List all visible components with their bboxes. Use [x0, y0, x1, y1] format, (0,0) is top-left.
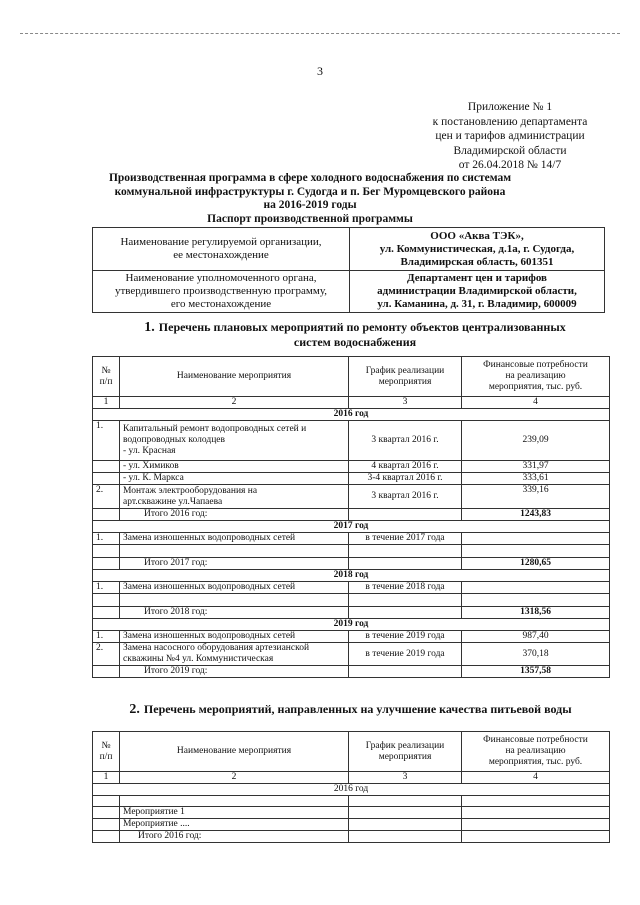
- appendix-block: [400, 100, 620, 173]
- header-schedule: График реализации мероприятия: [349, 732, 462, 772]
- total-row: Итого 2019 год: 1357,58: [93, 666, 610, 678]
- table-row: Мероприятие ....: [93, 819, 610, 831]
- header-finance: Финансовые потребности на реализацию мероприятия, тыс. руб.: [462, 732, 610, 772]
- title-line: коммунальной инфраструктуры г. Судогда и п. Бег Муромцевского района: [114, 185, 506, 198]
- page-number: 3: [317, 64, 323, 78]
- table-row: 1. Замена изношенных водопроводных сетей в течение 2019 года 987,40: [93, 631, 610, 643]
- passport-label: [93, 228, 350, 271]
- appendix-line: Приложение № 1: [467, 101, 553, 113]
- total-row: Итого 2016 год: 1243,83: [93, 509, 610, 521]
- table-row: - ул. Химиков 4 квартал 2016 г. 331,97: [93, 461, 610, 473]
- appendix-line: цен и тарифов администрации: [435, 130, 585, 142]
- year-row: 2016 год: [93, 409, 610, 421]
- section-title: систем водоснабжения: [293, 335, 417, 349]
- table-row: 1. Замена изношенных водопроводных сетей в течение 2017 года: [93, 533, 610, 545]
- label-line: Наименование регулируемой организации,: [120, 236, 322, 248]
- section-2-heading: [92, 702, 609, 717]
- value-line: администрации Владимирской области,: [377, 285, 577, 297]
- header-schedule: График реализации мероприятия: [349, 357, 462, 397]
- table-row: [93, 594, 610, 607]
- year-row: 2018 год: [93, 570, 610, 582]
- table-row: [93, 796, 610, 807]
- table-header-row: [93, 357, 610, 397]
- total-row: Итого 2018 год: 1318,56: [93, 607, 610, 619]
- year-row: 2019 год: [93, 619, 610, 631]
- passport-label: [93, 271, 350, 313]
- value-line: ул. Коммунистическая, д.1а, г. Судогда,: [379, 242, 575, 255]
- title-line: на 2016-2019 годы: [263, 199, 357, 211]
- label-line: ее местонахождение: [173, 249, 269, 261]
- passport-row-organization: [93, 228, 605, 271]
- year-row: 2016 год: [93, 784, 610, 796]
- table-header-row: [93, 732, 610, 772]
- repair-measures-table: [92, 356, 610, 678]
- section-number: 2.: [129, 702, 140, 717]
- passport-heading: Паспорт производственной программы: [207, 212, 413, 225]
- table-row: 1. Капитальный ремонт водопроводных сетей и водопроводных колодцев - ул. Красная 3 квартал 2016 г. 239,09: [93, 421, 610, 461]
- scan-edge-line: [20, 33, 620, 34]
- document-title: [80, 172, 540, 226]
- section-title: Перечень мероприятий, направленных на улучшение качества питьевой воды: [143, 702, 572, 716]
- table-row: Мероприятие 1: [93, 807, 610, 819]
- table-row: - ул. К. Маркса 3-4 квартал 2016 г. 333,61: [93, 473, 610, 485]
- table-row: 2. Монтаж электрооборудования на арт.скважине ул.Чапаева 3 квартал 2016 г. 339,16: [93, 485, 610, 509]
- header-finance: Финансовые потребности на реализацию мероприятия, тыс. руб.: [462, 357, 610, 397]
- header-name: Наименование мероприятия: [120, 732, 349, 772]
- passport-value: [350, 271, 605, 313]
- title-line: Производственная программа в сфере холодного водоснабжения по системам: [108, 172, 512, 184]
- section-title: Перечень плановых мероприятий по ремонту объектов централизованных: [158, 320, 566, 334]
- value-line: Владимирская область, 601351: [400, 255, 554, 268]
- header-num: № п/п: [93, 357, 120, 397]
- label-line: утвердившего производственную программу,: [114, 285, 327, 297]
- column-index-row: 1 2 3 4: [93, 397, 610, 409]
- water-quality-table: [92, 731, 610, 843]
- appendix-line: к постановлению департамента: [432, 115, 588, 128]
- passport-table: [92, 227, 605, 313]
- table-row: [93, 545, 610, 558]
- column-index-row: 1 2 3 4: [93, 772, 610, 784]
- label-line: Наименование уполномоченного органа,: [125, 272, 317, 284]
- table-row: 1. Замена изношенных водопроводных сетей в течение 2018 года: [93, 582, 610, 594]
- year-row: 2017 год: [93, 521, 610, 533]
- appendix-line: Владимирской области: [453, 144, 567, 157]
- value-line: Департамент цен и тарифов: [407, 272, 547, 284]
- measure-name: Капитальный ремонт водопроводных сетей и водопроводных колодцев - ул. Красная: [120, 421, 349, 461]
- total-row: Итого 2016 год:: [93, 831, 610, 843]
- table-row: 2. Замена насосного оборудования артезианской скважины №4 ул. Коммунистическая в течение 2019 года 370,18: [93, 643, 610, 666]
- section-number: 1.: [144, 320, 155, 335]
- header-num: № п/п: [93, 732, 120, 772]
- section-1-heading: [110, 320, 600, 349]
- value-line: ООО «Аква ТЭК»,: [430, 229, 524, 242]
- header-name: Наименование мероприятия: [120, 357, 349, 397]
- passport-value: [350, 228, 605, 271]
- total-row: Итого 2017 год: 1280,65: [93, 558, 610, 570]
- appendix-line: от 26.04.2018 № 14/7: [458, 159, 562, 171]
- label-line: его местонахождение: [170, 298, 272, 310]
- value-line: ул. Каманина, д. 31, г. Владимир, 600009: [377, 298, 577, 310]
- passport-row-authority: [93, 271, 605, 313]
